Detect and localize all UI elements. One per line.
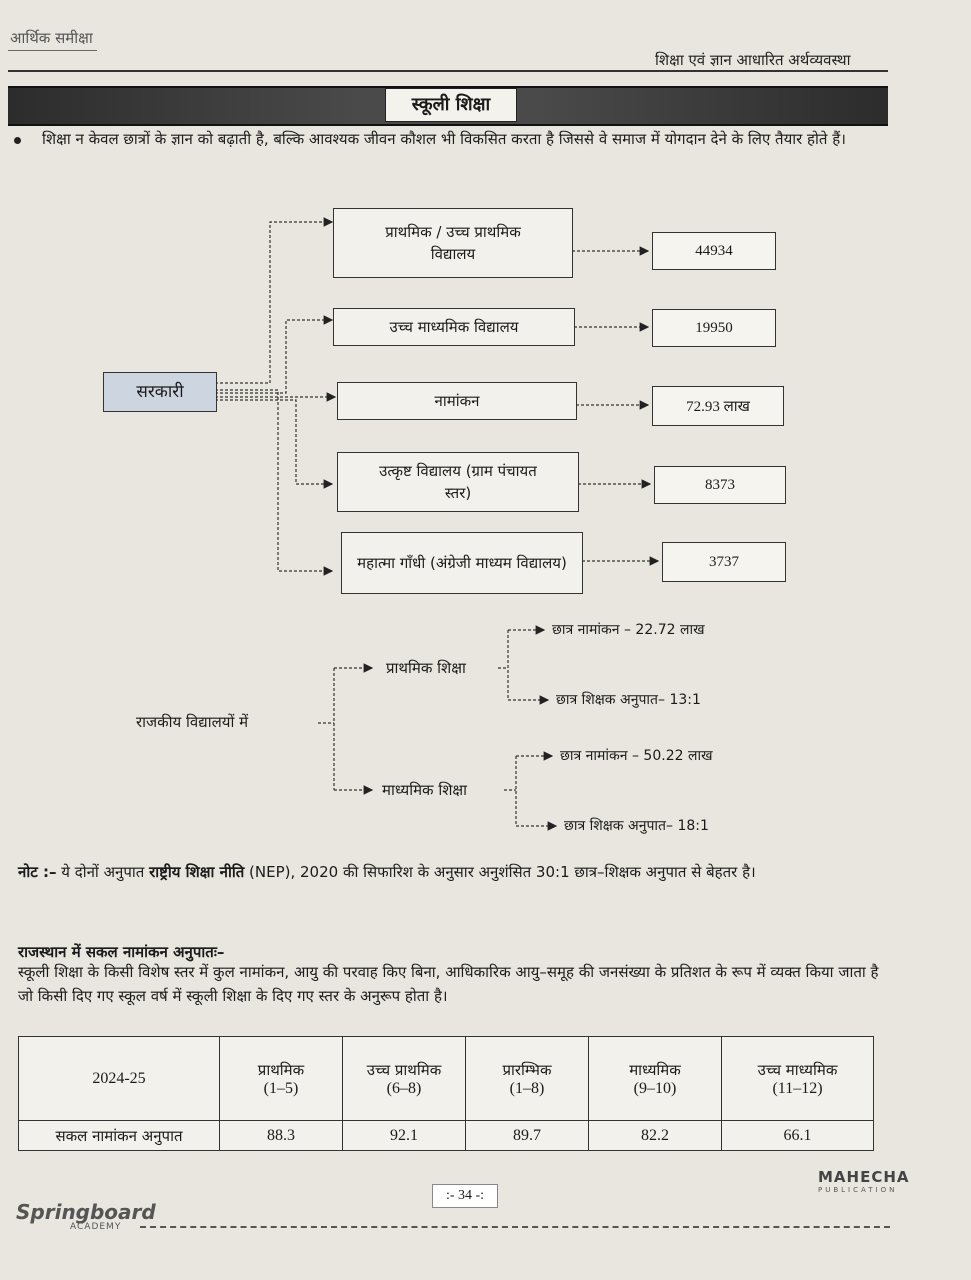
ger-heading: राजस्थान में सकल नामांकन अनुपातः– xyxy=(18,943,225,961)
enrolment-value: 72.93 लाख xyxy=(652,386,784,426)
utkrisht-school-label: उत्कृष्ट विद्यालय (ग्राम पंचायत स्तर) xyxy=(379,462,537,502)
table-header xyxy=(343,1037,466,1121)
sarkari-box: सरकारी xyxy=(103,372,217,412)
table-cell: 88.3 xyxy=(220,1121,343,1151)
footer-divider xyxy=(140,1226,890,1228)
header-left-title: आर्थिक समीक्षा xyxy=(8,28,97,51)
ger-table xyxy=(18,1036,874,1151)
primary-school-value: 44934 xyxy=(652,232,776,270)
note-paragraph xyxy=(18,860,898,884)
row-label: सकल नामांकन अनुपात xyxy=(19,1121,220,1151)
section-title: स्कूली शिक्षा xyxy=(385,88,517,122)
springboard-logo: Springboard xyxy=(16,1200,156,1224)
state-schools-label: राजकीय विद्यालयों में xyxy=(136,713,249,731)
primary-school-box xyxy=(333,208,573,278)
springboard-logo-sub: ACADEMY xyxy=(70,1222,122,1232)
page-number: :- 34 -: xyxy=(432,1184,498,1208)
note-nep-bold: राष्ट्रीय शिक्षा नीति xyxy=(149,863,245,881)
enrolment-box xyxy=(337,382,577,420)
primary-education-label: प्राथमिक शिक्षा xyxy=(386,659,466,677)
mahatma-gandhi-value: 3737 xyxy=(662,542,786,582)
primary-ratio-text: छात्र शिक्षक अनुपात– 13:1 xyxy=(556,692,701,708)
mahecha-logo: MAHECHA xyxy=(818,1168,910,1186)
table-header xyxy=(722,1037,874,1121)
ger-paragraph: स्कूली शिक्षा के किसी विशेष स्तर में कुल नामांकन, आयु की परवाह किए बिना, आधिकारिक आयु–समूह की जनसंख्या के प्रतिशत के रूप में व्यक्त किया जाता है जो किसी दिए गए स्कूल वर्ष में स्कूली शिक्षा के दिए गए स्तर के अनुरूप होता है। xyxy=(18,963,879,1005)
note-prefix: नोट :– xyxy=(18,863,57,881)
primary-enrolment-text: छात्र नामांकन – 22.72 लाख xyxy=(552,622,705,638)
col-name: प्राथमिक xyxy=(257,1060,305,1079)
higher-secondary-label: उच्च माध्यमिक विद्यालय xyxy=(389,318,519,336)
note-text-1: ये दोनों अनुपात xyxy=(56,863,150,881)
utkrisht-school-box xyxy=(337,452,579,512)
table-cell: 92.1 xyxy=(343,1121,466,1151)
table-cell: 82.2 xyxy=(589,1121,722,1151)
table-year: 2024-25 xyxy=(19,1037,220,1121)
higher-secondary-value: 19950 xyxy=(652,309,776,347)
col-range: (11–12) xyxy=(772,1079,823,1097)
intro-paragraph: शिक्षा न केवल छात्रों के ज्ञान को बढ़ाती है, बल्कि आवश्यक जीवन कौशल भी विकसित करता है जिससे वे समाज में योगदान देने के लिए तैयार होते हैं। xyxy=(42,130,846,148)
secondary-ratio-text: छात्र शिक्षक अनुपात– 18:1 xyxy=(564,818,709,834)
utkrisht-school-value: 8373 xyxy=(654,466,786,504)
mahecha-logo-sub: PUBLICATION xyxy=(818,1186,898,1194)
col-name: प्रारम्भिक xyxy=(502,1060,552,1079)
col-name: उच्च प्राथमिक xyxy=(366,1060,442,1079)
higher-secondary-box xyxy=(333,308,575,346)
enrolment-label: नामांकन xyxy=(434,392,480,410)
mahatma-gandhi-box xyxy=(341,532,583,594)
col-name: उच्च माध्यमिक xyxy=(757,1060,838,1079)
col-range: (1–8) xyxy=(509,1079,545,1097)
mahatma-gandhi-label: महात्मा गाँधी (अंग्रेजी माध्यम विद्यालय) xyxy=(357,554,567,572)
col-range: (6–8) xyxy=(386,1079,422,1097)
col-range: (1–5) xyxy=(263,1079,299,1097)
secondary-enrolment-text: छात्र नामांकन – 50.22 लाख xyxy=(560,748,713,764)
col-range: (9–10) xyxy=(633,1079,677,1097)
table-header xyxy=(589,1037,722,1121)
col-name: माध्यमिक xyxy=(629,1060,681,1079)
primary-school-label: प्राथमिक / उच्च प्राथमिक विद्यालय xyxy=(385,223,521,263)
header-right-title: शिक्षा एवं ज्ञान आधारित अर्थव्यवस्था xyxy=(655,51,851,69)
table-header xyxy=(220,1037,343,1121)
secondary-education-label: माध्यमिक शिक्षा xyxy=(382,781,468,799)
table-cell: 89.7 xyxy=(466,1121,589,1151)
table-cell: 66.1 xyxy=(722,1121,874,1151)
table-header xyxy=(466,1037,589,1121)
note-text-2: (NEP), 2020 की सिफारिश के अनुसार अनुशंसित 30:1 छात्र–शिक्षक अनुपात से बेहतर है। xyxy=(244,863,756,881)
